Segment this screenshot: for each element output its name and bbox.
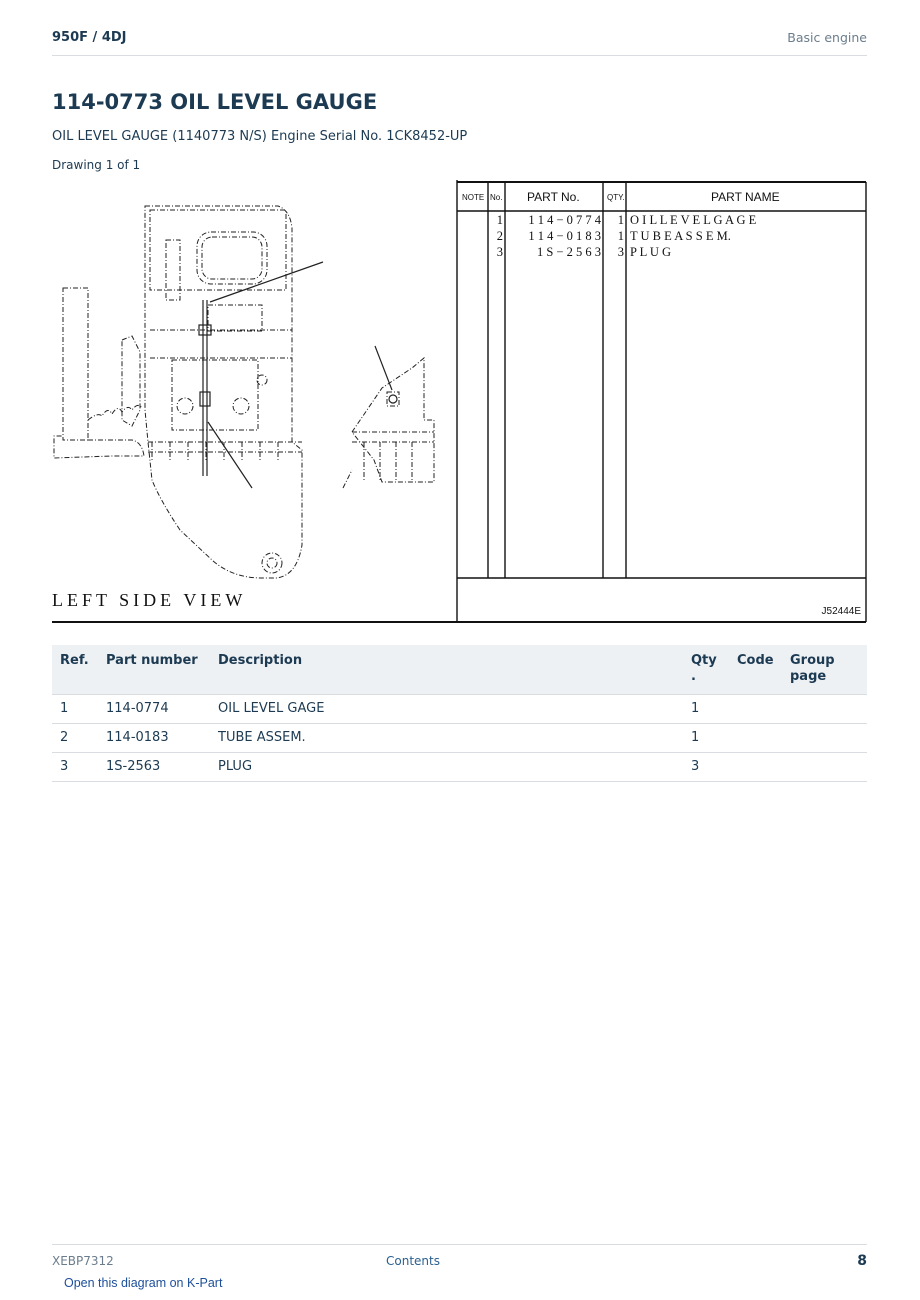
drawing-row-part-no: 1 1 4 − 0 7 7 4 xyxy=(528,213,601,227)
cell-code xyxy=(729,723,782,752)
view-label: LEFT SIDE VIEW xyxy=(52,590,247,610)
contents-link[interactable]: Contents xyxy=(386,1254,440,1268)
cell-qty: 3 xyxy=(683,752,729,781)
cell-group-page xyxy=(782,723,867,752)
section-name: Basic engine xyxy=(787,30,867,45)
col-header-group-line1: Group xyxy=(790,653,835,668)
drawing-row-part-name: O I L L E V E L G A G E xyxy=(630,213,757,227)
col-header-part-number: Part number xyxy=(98,645,210,694)
drawing-row-no: 2 xyxy=(496,229,503,243)
drawing-row-qty: 1 xyxy=(617,229,624,243)
drawing-row-part-name: P L U G xyxy=(630,245,672,259)
cell-description: OIL LEVEL GAGE xyxy=(210,694,683,723)
page-title: 114-0773 OIL LEVEL GAUGE xyxy=(52,90,378,114)
page-footer xyxy=(52,1244,867,1274)
col-header-group-page xyxy=(782,645,867,694)
cell-part-number: 114-0183 xyxy=(98,723,210,752)
cell-description: TUBE ASSEM. xyxy=(210,723,683,752)
col-header-code: Code xyxy=(729,645,782,694)
drawing-header-part-name: PART NAME xyxy=(711,190,780,204)
cell-code xyxy=(729,694,782,723)
engine-drawing xyxy=(54,206,302,578)
diagram-svg xyxy=(52,180,868,624)
col-header-ref: Ref. xyxy=(52,645,98,694)
cell-qty: 1 xyxy=(683,723,729,752)
cell-description: PLUG xyxy=(210,752,683,781)
table-row xyxy=(52,694,867,723)
table-row xyxy=(52,723,867,752)
cell-part-number: 1S-2563 xyxy=(98,752,210,781)
parts-table xyxy=(52,645,867,782)
cell-part-number: 114-0774 xyxy=(98,694,210,723)
drawing-header-part-no: PART No. xyxy=(527,190,580,204)
detail-view-drawing xyxy=(343,358,434,488)
document-id: XEBP7312 xyxy=(52,1254,114,1268)
cell-ref: 3 xyxy=(52,752,98,781)
drawing-row-qty: 3 xyxy=(617,245,624,259)
col-header-group-line2: page xyxy=(790,669,827,684)
cell-ref: 1 xyxy=(52,694,98,723)
detail-leader-drawing xyxy=(375,346,397,403)
drawing-row-no: 1 xyxy=(496,213,503,227)
drawing-count: Drawing 1 of 1 xyxy=(52,158,141,172)
cell-ref: 2 xyxy=(52,723,98,752)
page-subtitle: OIL LEVEL GAUGE (1140773 N/S) Engine Serial No. 1CK8452-UP xyxy=(52,129,468,144)
cell-group-page xyxy=(782,752,867,781)
cell-qty: 1 xyxy=(683,694,729,723)
col-header-description: Description xyxy=(210,645,683,694)
drawing-row-part-name: T U B E A S S E M. xyxy=(630,229,731,243)
drawing-row-part-no: 1 1 4 − 0 1 8 3 xyxy=(528,229,601,243)
kpart-link[interactable]: Open this diagram on K-Part xyxy=(64,1276,223,1290)
parts-diagram xyxy=(52,180,868,624)
table-row xyxy=(52,752,867,781)
parts-table-header-row xyxy=(52,645,867,694)
drawing-header-no: No. xyxy=(490,193,503,202)
drawing-id: J52444E xyxy=(821,606,861,617)
col-header-qty-line2: . xyxy=(691,669,696,684)
drawing-header-qty: QTY. xyxy=(607,193,625,202)
col-header-qty xyxy=(683,645,729,694)
cell-group-page xyxy=(782,694,867,723)
machine-model: 950F / 4DJ xyxy=(52,30,127,45)
drawing-row-no: 3 xyxy=(496,245,503,259)
col-header-qty-line1: Qty xyxy=(691,653,717,668)
cell-code xyxy=(729,752,782,781)
drawing-row-part-no: 1 S − 2 5 6 3 xyxy=(536,245,601,259)
drawing-row-qty: 1 xyxy=(617,213,624,227)
page-header xyxy=(52,28,867,56)
page-number: 8 xyxy=(857,1253,867,1269)
drawing-header-note: NOTE xyxy=(462,193,485,202)
